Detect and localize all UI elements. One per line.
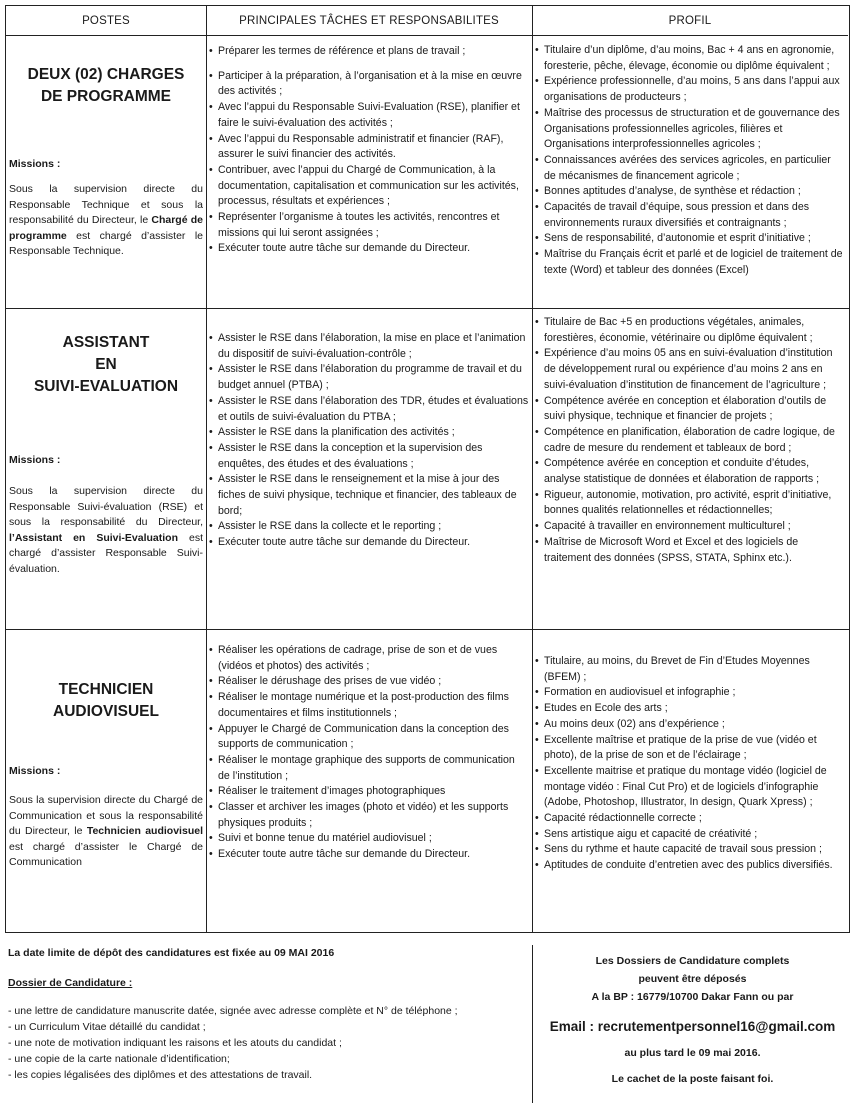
- task-item: • Exécuter toute autre tâche sur demande du Directeur.: [209, 535, 529, 551]
- task-item: • Exécuter toute autre tâche sur demande du Directeur.: [209, 241, 529, 257]
- profile-item: • Maîtrise des processus de structuration et de gouvernance des Organisations professionnelles agricoles, filières et Organisations interprofessionnelles agricoles ;: [535, 106, 845, 153]
- missions-block: [9, 765, 203, 871]
- task-item: • Assister le RSE dans l’élaboration, la mise en place et l’animation du dispositif de suivi-évaluation-contrôle ;: [209, 331, 529, 362]
- task-item: • Réaliser les opérations de cadrage, prise de son et de vues (vidéos et photos) des activités ;: [209, 643, 529, 674]
- tasks-list: [209, 643, 529, 863]
- task-item: • Réaliser le traitement d’images photographiques: [209, 784, 529, 800]
- post-title-line: TECHNICIEN: [58, 681, 154, 698]
- task-item: • Classer et archiver les images (photo et vidéo) et les supports physiques produits ;: [209, 800, 529, 831]
- profile-item: • Sens artistique aigu et capacité de créativité ;: [535, 827, 845, 843]
- dossier-item: - les copies légalisées des diplômes et des attestations de travail.: [8, 1069, 313, 1081]
- header-postes: POSTES: [6, 6, 206, 36]
- profile-item: • Sens du rythme et haute capacité de travail sous pression ;: [535, 842, 845, 858]
- post-title-line: SUIVI-EVALUATION: [33, 378, 179, 395]
- column-divider: [206, 6, 207, 932]
- post-title-line: EN: [95, 356, 117, 373]
- dossier-list: [8, 1003, 528, 1083]
- submission-line: au plus tard le 09 mai 2016.: [624, 1047, 761, 1059]
- profile-list: [535, 315, 845, 566]
- post-title-line: DEUX (02) CHARGES: [27, 66, 185, 83]
- row-divider: [6, 629, 849, 630]
- missions-label: Missions :: [9, 454, 61, 466]
- profile-item: • Maîtrise du Français écrit et parlé et de logiciel de traitement de texte (Word) et tableur des données (Excel): [535, 247, 845, 278]
- dossier-item: - une lettre de candidature manuscrite datée, signée avec adresse complète et N° de téléphone ;: [8, 1005, 458, 1017]
- submission-line: Les Dossiers de Candidature complets: [595, 955, 790, 967]
- submission-info: [540, 952, 845, 1088]
- task-item: • Contribuer, avec l’appui du Chargé de Communication, à la documentation, capitalisation et communication sur les activités, processus, résultats et expériences ;: [209, 163, 529, 210]
- profile-item: • Bonnes aptitudes d’analyse, de synthèse et rédaction ;: [535, 184, 845, 200]
- missions-block: [9, 158, 203, 260]
- post-title-charge-programme: [9, 64, 203, 108]
- dossier-item: - une note de motivation indiquant les raisons et les atouts du candidat ;: [8, 1037, 342, 1049]
- profile-item: • Compétence en planification, élaboration de cadre logique, de cadre de mesure du rendement et tableaux de bord ;: [535, 425, 845, 456]
- post-title-line: AUDIOVISUEL: [53, 703, 159, 720]
- profile-item: • Titulaire de Bac +5 en productions végétales, animales, forestières, économie, vétérinaire ou diplôme équivalent ;: [535, 315, 845, 346]
- profile-item: • Rigueur, autonomie, motivation, pro activité, esprit d’initiative, bonnes qualités relationnelles et rédactionnelles;: [535, 488, 845, 519]
- mission-text: [9, 182, 203, 260]
- profile-item: • Capacité à travailler en environnement multiculturel ;: [535, 519, 845, 535]
- task-item: • Préparer les termes de référence et plans de travail ;: [209, 44, 529, 60]
- profile-item: • Expérience d’au moins 05 ans en suivi-évaluation d’institution de développement rural ou expérience d’au moins 2 ans en suivi-évaluation d’institution de financement de l’agriculture ;: [535, 346, 845, 393]
- profile-item: • Maîtrise de Microsoft Word et Excel et des logiciels de traitement des données (SPSS, STATA, Sphinx etc.).: [535, 535, 845, 566]
- profile-item: • Compétence avérée en conception et conduite d’études, analyse statistique de données et élaboration de rapports ;: [535, 456, 845, 487]
- submission-line: A la BP : 16779/10700 Dakar Fann ou par: [591, 991, 794, 1003]
- mission-text: [9, 484, 203, 577]
- profile-item: • Excellente maîtrise et pratique de la prise de vue (vidéo et photo), de la prise de son et de l’éclairage ;: [535, 733, 845, 764]
- mission-text: [9, 793, 203, 871]
- footer-divider: [532, 945, 533, 1103]
- tasks-list: [209, 331, 529, 551]
- mission-role: Chargé de programme: [9, 214, 203, 242]
- profile-item: • Formation en audiovisuel et infographie ;: [535, 685, 845, 701]
- task-item: • Appuyer le Chargé de Communication dans la conception des supports de communication ;: [209, 722, 529, 753]
- task-item: • Réaliser le montage numérique et la post-production des films documentaires et films institutionnels ;: [209, 690, 529, 721]
- profile-item: • Etudes en Ecole des arts ;: [535, 701, 845, 717]
- column-divider: [532, 6, 533, 932]
- task-item: • Réaliser le montage graphique des supports de communication de l’institution ;: [209, 753, 529, 784]
- mission-text-part: Sous la supervision directe du Chargé de Communication et sous la responsabilité du Directeur, le: [9, 794, 203, 837]
- mission-text-part: est chargé d’assister le Chargé de Communication: [9, 840, 203, 868]
- profile-item: • Titulaire d’un diplôme, d’au moins, Bac + 4 ans en agronomie, foresterie, pêche, élevage, économie ou diplôme équivalent ;: [535, 43, 845, 74]
- dossier-item: - une copie de la carte nationale d’identification;: [8, 1053, 230, 1065]
- post-title-assistant-se: [9, 332, 203, 398]
- task-item: • Avec l’appui du Responsable administratif et financier (RAF), assurer le suivi financier des activités.: [209, 132, 529, 163]
- task-item: • Représenter l’organisme à toutes les activités, rencontres et missions qui lui seront assignées ;: [209, 210, 529, 241]
- profile-item: • Au moins deux (02) ans d’expérience ;: [535, 717, 845, 733]
- task-item: • Assister le RSE dans le renseignement et la mise à jour des fiches de suivi physique, technique et financier, des tableaux de bord;: [209, 472, 529, 519]
- post-title-line: DE PROGRAMME: [40, 88, 172, 105]
- job-offers-table: [5, 5, 850, 933]
- mission-text-part: Sous la supervision directe du Responsable Technique et sous la responsabilité du Directeur, le: [9, 183, 203, 226]
- mission-text-part: est chargé d’assister le Responsable Technique.: [9, 229, 203, 257]
- task-item: • Participer à la préparation, à l’organisation et à la mise en œuvre des activités ;: [209, 69, 529, 100]
- profile-item: • Capacités de travail d’équipe, sous pression et dans des environnements ruraux diversifiés et contraignants ;: [535, 200, 845, 231]
- profile-item: • Connaissances avérées des services agricoles, en particulier de mécanismes de financement agricole ;: [535, 153, 845, 184]
- profile-item: • Sens de responsabilité, d’autonomie et esprit d’initiative ;: [535, 231, 845, 247]
- task-item: • Avec l’appui du Responsable Suivi-Evaluation (RSE), planifier et faire le suivi-évaluation des activités ;: [209, 100, 529, 131]
- task-item: • Assister le RSE dans l’élaboration des TDR, études et évaluations et outils de suivi-évaluation du PTBA ;: [209, 394, 529, 425]
- task-item: • Exécuter toute autre tâche sur demande du Directeur.: [209, 847, 529, 863]
- dossier-item: - un Curriculum Vitae détaillé du candidat ;: [8, 1021, 206, 1033]
- mission-role: Technicien audiovisuel: [86, 825, 203, 837]
- profile-item: • Titulaire, au moins, du Brevet de Fin d’Etudes Moyennes (BFEM) ;: [535, 654, 845, 685]
- header-taches: PRINCIPALES TÂCHES ET RESPONSABILITES: [206, 6, 532, 36]
- profile-list: [535, 654, 845, 874]
- missions-label: Missions :: [9, 158, 61, 170]
- missions-label: Missions :: [9, 765, 61, 777]
- deadline-text: La date limite de dépôt des candidatures est fixée au 09 MAI 2016: [8, 947, 335, 959]
- post-title-line: ASSISTANT: [62, 334, 150, 351]
- mission-text-part: Sous la supervision directe du Responsable Suivi-évaluation (RSE) et sous la responsabilité du Directeur,: [9, 485, 203, 528]
- missions-block: [9, 454, 203, 577]
- dossier-title: Dossier de Candidature :: [8, 977, 133, 989]
- task-item: • Assister le RSE dans la planification des activités ;: [209, 425, 529, 441]
- task-item: • Assister le RSE dans l’élaboration du programme de travail et du budget annuel (PTBA) ;: [209, 362, 529, 393]
- contact-email[interactable]: Email : recrutementpersonnel16@gmail.com: [549, 1019, 836, 1034]
- task-item: • Assister le RSE dans la collecte et le reporting ;: [209, 519, 529, 535]
- profile-item: • Aptitudes de conduite d’entretien avec des publics diversifiés.: [535, 858, 845, 874]
- tasks-list: [209, 44, 529, 257]
- mission-role: l’Assistant en Suivi-Evaluation: [9, 531, 178, 544]
- profile-item: • Expérience professionnelle, d’au moins, 5 ans dans l’appui aux organisations de producteurs ;: [535, 74, 845, 105]
- profile-item: • Compétence avérée en conception et élaboration d’outils de suivi physique, technique et financier de projets ;: [535, 394, 845, 425]
- header-profil: PROFIL: [532, 6, 848, 36]
- mission-text-part: est chargé d’assister Responsable Suivi-évaluation.: [9, 531, 203, 575]
- task-item: • Assister le RSE dans la conception et la supervision des enquêtes, des études et des évaluations ;: [209, 441, 529, 472]
- application-instructions: [8, 945, 528, 1083]
- post-title-technicien-audiovisuel: [9, 679, 203, 723]
- submission-line: peuvent être déposés: [638, 973, 747, 985]
- submission-line: Le cachet de la poste faisant foi.: [611, 1073, 774, 1085]
- profile-item: • Capacité rédactionnelle correcte ;: [535, 811, 845, 827]
- profile-list: [535, 43, 845, 279]
- profile-item: • Excellente maitrise et pratique du montage vidéo (logiciel de montage vidéo : Final Cut Pro) et de logiciels d’infographie (Adobe, Photoshop, Illustrator, In design, Quark Xpress) ;: [535, 764, 845, 811]
- row-divider: [6, 308, 849, 309]
- task-item: • Réaliser le dérushage des prises de vue vidéo ;: [209, 674, 529, 690]
- task-item: • Suivi et bonne tenue du matériel audiovisuel ;: [209, 831, 529, 847]
